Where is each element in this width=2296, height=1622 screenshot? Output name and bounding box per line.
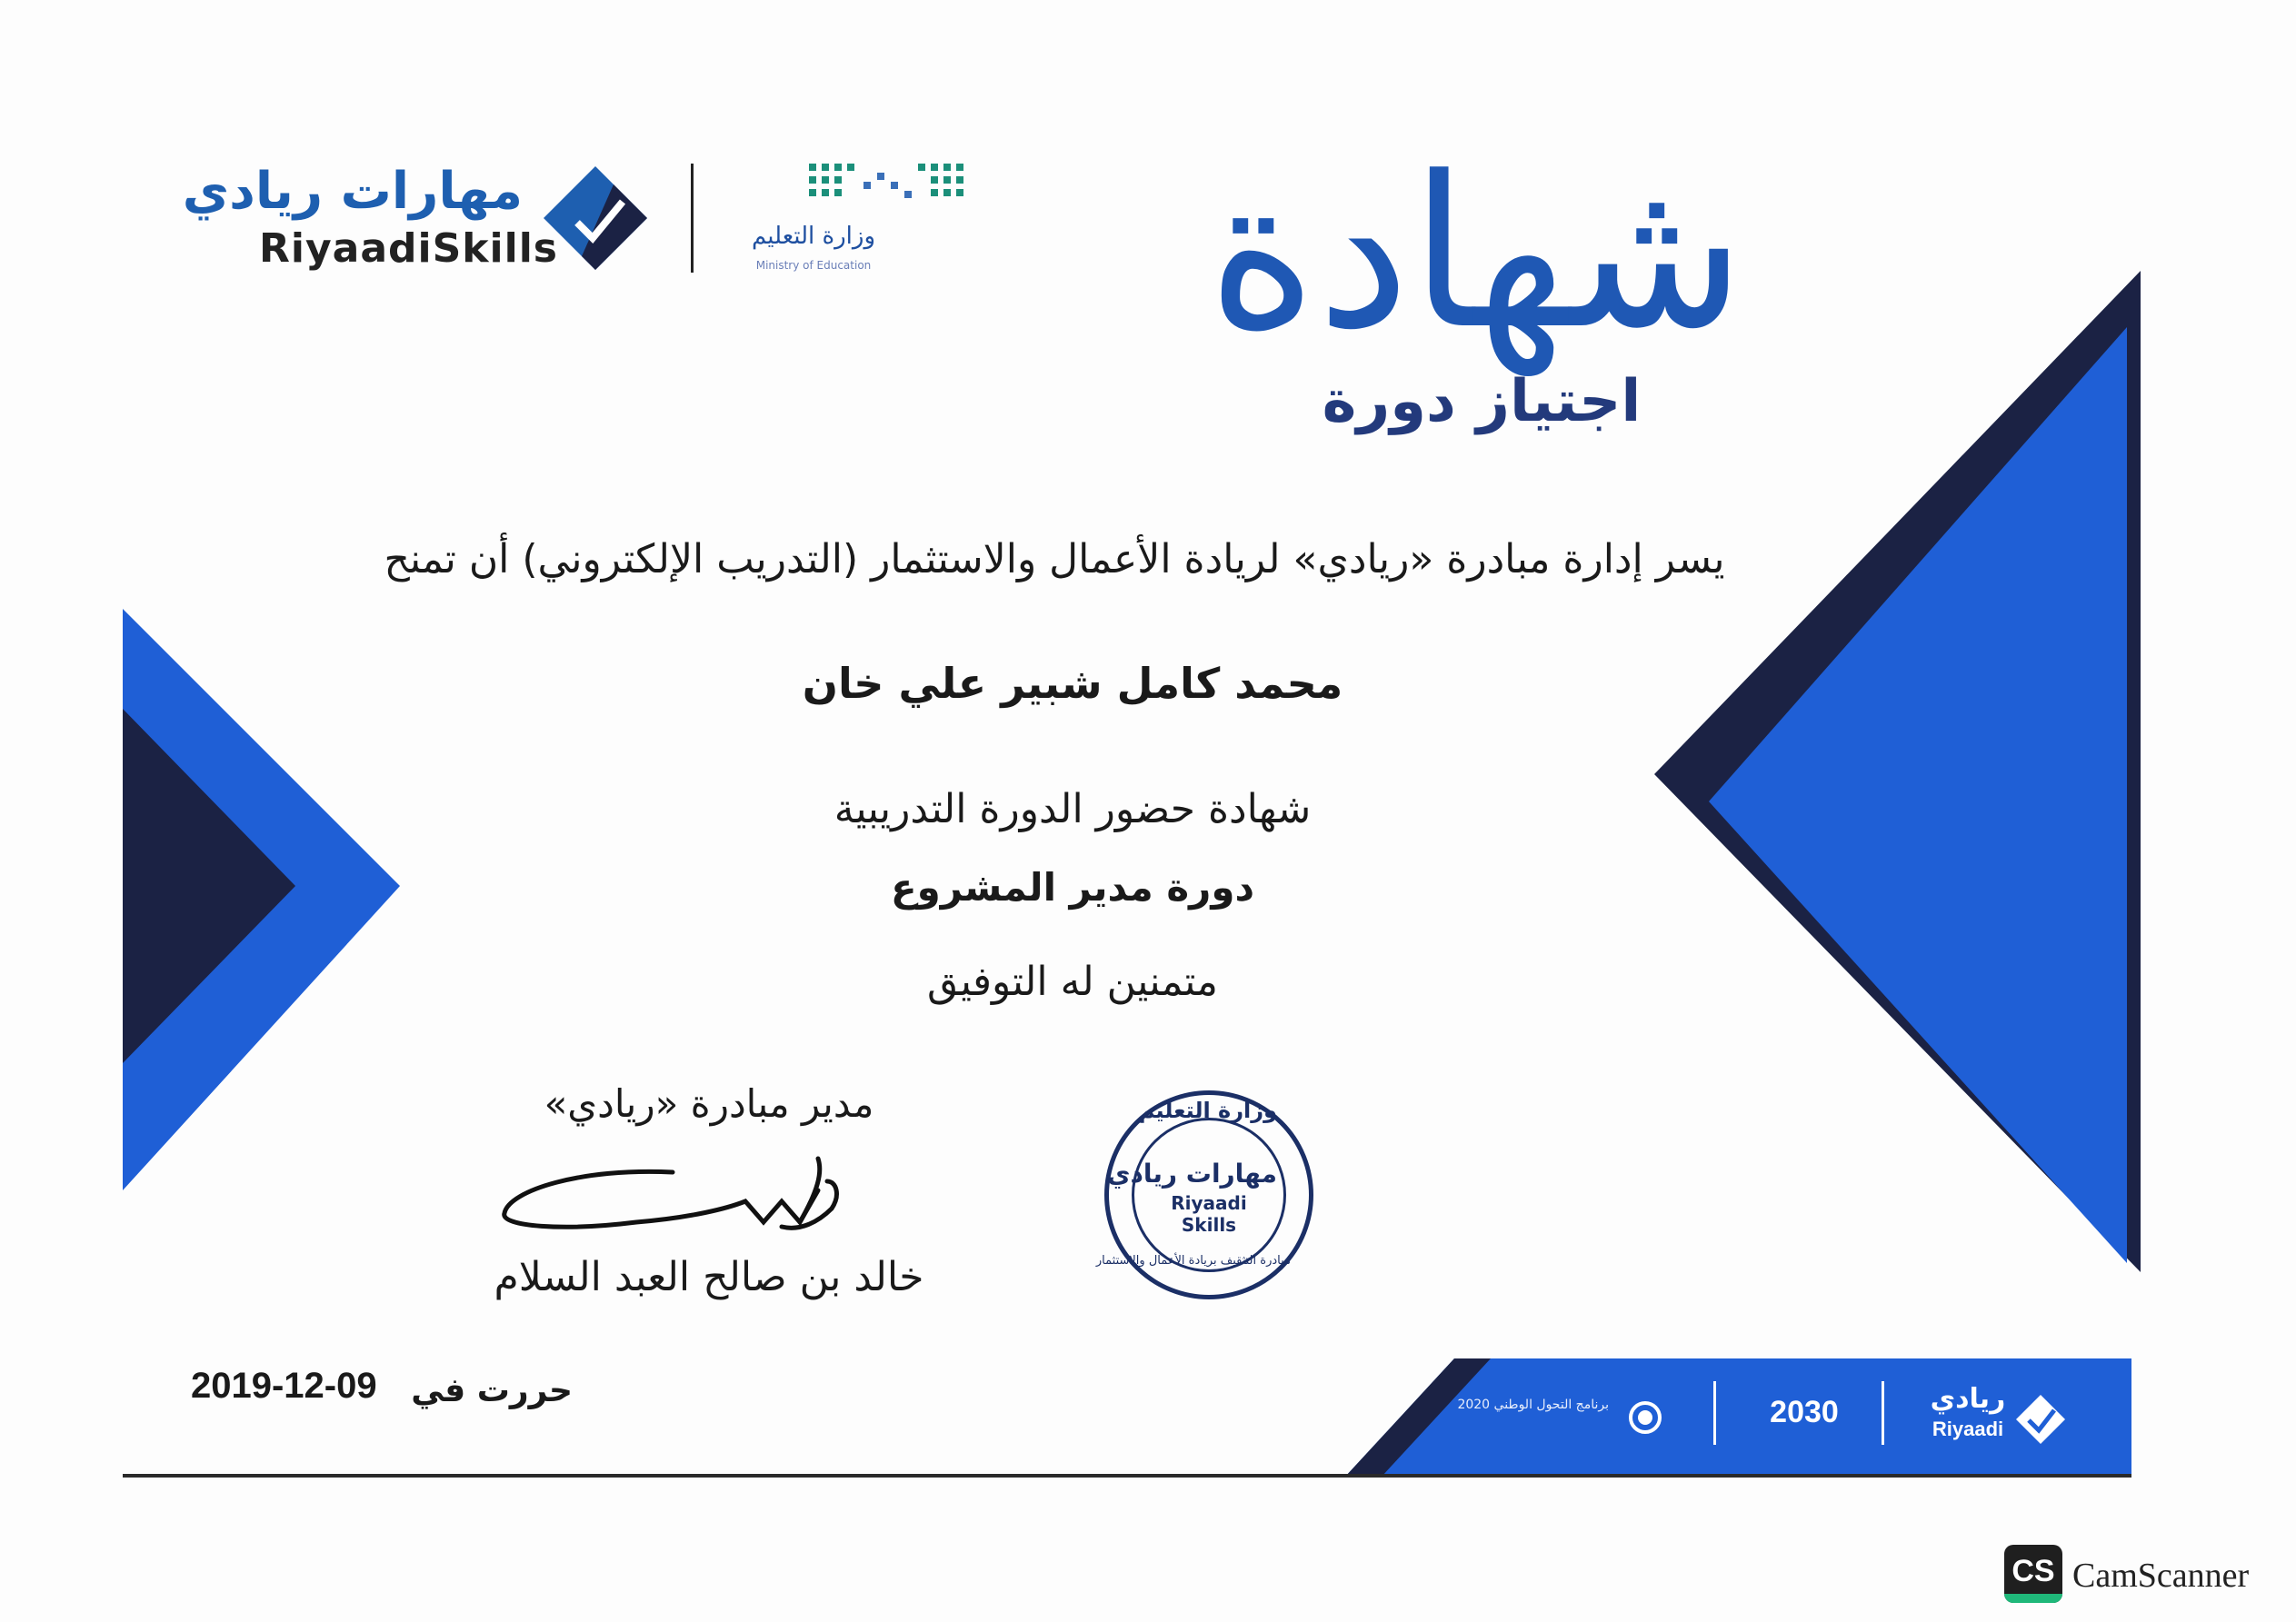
right-arrow-inner (1709, 327, 2127, 1263)
footer-riyaadi-ar: ريادي (1930, 1383, 2006, 1415)
recipient-name: محمد كامل شبير علي خان (802, 659, 1343, 708)
footer-separator (1713, 1381, 1716, 1445)
riyaadi-skills-logo-en: RiyaadiSkills (259, 225, 558, 272)
ministry-logo-ar: وزارة التعليم (751, 223, 876, 250)
certificate-type: شهادة حضور الدورة التدريبية (834, 786, 1312, 832)
logo-divider (691, 164, 694, 273)
signature-scribble (504, 1159, 837, 1228)
issue-date: 2019-12-09 (191, 1366, 377, 1406)
certificate-title: شهادة (1207, 133, 1745, 375)
signatory-name: خالد بن صالح العبد السلام (494, 1254, 924, 1300)
footer-vision-2030: 2030 (1770, 1395, 1839, 1429)
footer-riyaadi-en: Riyaadi (1932, 1418, 2004, 1440)
stamp-ministry-text: وزارة التعليم (1138, 1098, 1277, 1123)
certificate-subtitle: اجتياز دورة (1322, 368, 1642, 435)
camscanner-text: CamScanner (2072, 1557, 2250, 1595)
riyaadi-skills-logo-ar: مهارات ريادي (182, 162, 523, 221)
ministry-dots-icon (809, 164, 963, 198)
intro-text: يسر إدارة مبادرة «ريادي» لريادة الأعمال والاستثمار (التدريب الإلكتروني) أن تمنح (384, 536, 1725, 582)
riyaadi-diamond-icon (544, 166, 647, 270)
camscanner-badge-text: CS (2011, 1554, 2055, 1588)
stamp-ring-text: مبادرة التثقيف بريادة الأعمال والاستثمار (1095, 1254, 1291, 1268)
camscanner-logo (2004, 1545, 2062, 1603)
signatory-title: مدير مبادرة «ريادي» (544, 1081, 874, 1126)
stamp-brand-en: Riyaadi Skills (1171, 1192, 1247, 1236)
footer-ntp-text: برنامج التحول الوطني 2020 (1457, 1398, 1609, 1412)
bottom-rule (123, 1474, 2131, 1478)
ministry-logo-en: Ministry of Education (755, 259, 872, 272)
stamp-brand-ar: مهارات ريادي (1106, 1159, 1277, 1189)
course-name: دورة مدير المشروع (890, 865, 1255, 910)
issue-date-label: حررت في (411, 1372, 573, 1409)
wish-text: متمنين له التوفيق (927, 959, 1218, 1005)
footer-separator (1882, 1381, 1884, 1445)
